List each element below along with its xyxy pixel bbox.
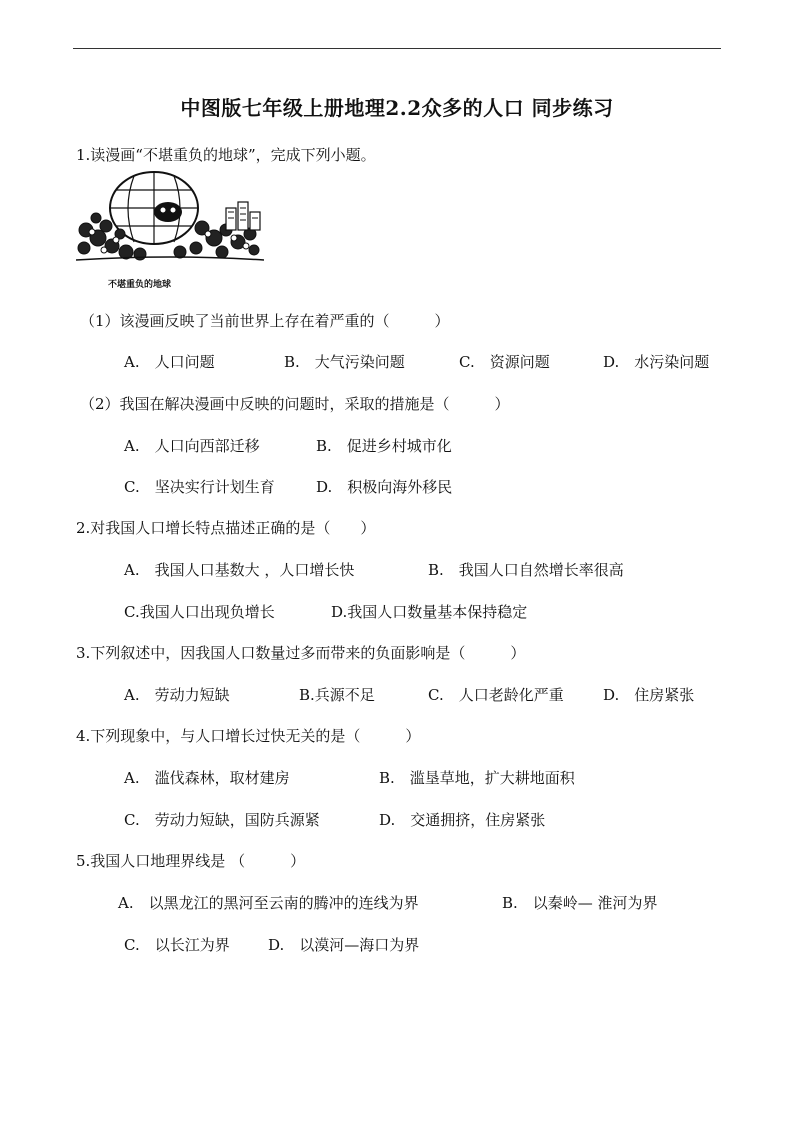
q3-option-b[interactable]: B.兵源不足 [299,686,375,704]
question-1-sub2-stem: （2）我国在解决漫画中反映的问题时，采取的措施是（ ） [80,395,510,413]
q3-option-c[interactable]: C. 人口老龄化严重 [428,686,564,704]
q4-option-d[interactable]: D. 交通拥挤，住房紧张 [379,811,546,829]
question-3-stem: 3.下列叙述中，因我国人口数量过多而带来的负面影响是（ ） [76,644,526,662]
q1-sub1-option-c[interactable]: C. 资源问题 [459,353,550,371]
q3-option-d[interactable]: D. 住房紧张 [603,686,695,704]
q4-option-b[interactable]: B. 滥垦草地，扩大耕地面积 [379,769,575,787]
question-5-stem: 5.我国人口地理界线是 （ ） [76,852,306,870]
question-4-stem: 4.下列现象中，与人口增长过快无关的是（ ） [76,727,421,745]
q1-sub1-option-b[interactable]: B. 大气污染问题 [284,353,405,371]
q1-sub2-option-b[interactable]: B. 促进乡村城市化 [316,437,452,455]
question-1-stem: 1.读漫画“不堪重负的地球”，完成下列小题。 [76,146,376,164]
q2-option-c[interactable]: C.我国人口出现负增长 [124,603,275,621]
header-rule [73,48,721,49]
q5-option-d[interactable]: D. 以漠河—海口为界 [268,936,420,954]
question-2-stem: 2.对我国人口增长特点描述正确的是（ ） [76,519,376,537]
q1-sub2-option-a[interactable]: A. 人口向西部迁移 [124,437,260,455]
q5-option-c[interactable]: C. 以长江为界 [124,936,230,954]
cartoon-overburdened-earth [76,168,264,290]
q4-option-a[interactable]: A. 滥伐森林，取材建房 [124,769,290,787]
page-title: 中图版七年级上册地理2.2众多的人口 同步练习 [180,96,614,120]
q3-option-a[interactable]: A. 劳动力短缺 [124,686,230,704]
q1-sub1-option-a[interactable]: A. 人口问题 [124,353,215,371]
question-1-sub1-stem: （1）该漫画反映了当前世界上存在着严重的（ ） [80,312,450,330]
q1-sub2-option-d[interactable]: D. 积极向海外移民 [316,478,453,496]
q2-option-b[interactable]: B. 我国人口自然增长率很高 [428,561,624,579]
q5-option-b[interactable]: B. 以秦岭— 淮河为界 [502,894,658,912]
q4-option-c[interactable]: C. 劳动力短缺，国防兵源紧 [124,811,320,829]
cartoon-drawing [76,168,264,278]
q1-sub1-option-d[interactable]: D. 水污染问题 [603,353,710,371]
q1-sub2-option-c[interactable]: C. 坚决实行计划生育 [124,478,275,496]
cartoon-caption: 不堪重负的地球 [108,280,172,290]
q5-option-a[interactable]: A. 以黑龙江的黑河至云南的腾冲的连线为界 [118,894,419,912]
q2-option-a[interactable]: A. 我国人口基数大 ，人口增长快 [124,561,355,579]
q2-option-d[interactable]: D.我国人口数量基本保持稳定 [331,603,528,621]
